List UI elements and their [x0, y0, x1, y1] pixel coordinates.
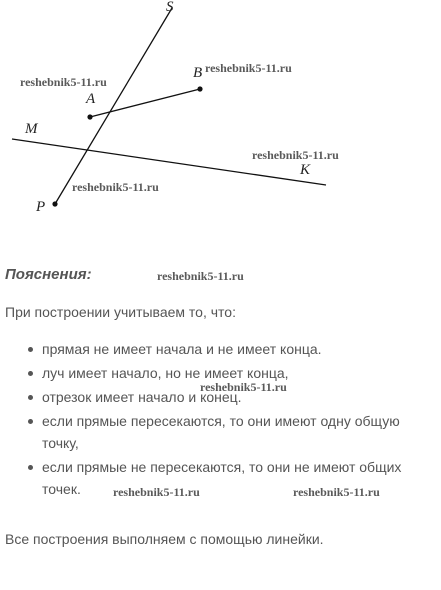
label-p: P — [36, 199, 46, 215]
watermark: reshebnik5-11.ru — [20, 75, 107, 89]
watermark: reshebnik5-11.ru — [157, 269, 244, 283]
bullet-icon — [28, 395, 33, 400]
list-item: если прямые пересекаются, то они имеют одну общую точку, — [28, 410, 428, 454]
list-item: прямая не имеет начала и не имеет конца. — [28, 338, 428, 360]
list-item: луч имеет начало, но не имеет конца, — [28, 362, 428, 384]
point-a — [87, 114, 92, 119]
label-s: S — [166, 0, 174, 15]
label-b: B — [193, 65, 203, 81]
point-b — [197, 86, 202, 91]
list-item: отрезок имеет начало и конец. — [28, 386, 428, 408]
watermark: reshebnik5-11.ru — [252, 148, 339, 162]
bullet-icon — [28, 465, 33, 470]
bullet-icon — [28, 419, 33, 424]
geometry-figure — [0, 0, 441, 225]
label-k: K — [300, 162, 311, 178]
watermark: reshebnik5-11.ru — [72, 180, 159, 194]
watermark: reshebnik5-11.ru — [113, 485, 200, 499]
label-a: A — [86, 91, 96, 107]
point-p — [52, 201, 57, 206]
watermark: reshebnik5-11.ru — [205, 61, 292, 75]
explanation-title: Пояснения: — [5, 266, 92, 283]
list-item: если прямые не пересекаются, то они не имеют общих точек. — [28, 456, 428, 500]
bullet-icon — [28, 371, 33, 376]
rules-list — [28, 338, 428, 502]
explanation-intro: При построении учитываем то, что: — [5, 304, 236, 320]
line-mk — [12, 139, 326, 185]
explanation-outro: Все построения выполняем с помощью линейки. — [5, 531, 324, 547]
segment-ab — [90, 89, 200, 117]
bullet-icon — [28, 347, 33, 352]
watermark: reshebnik5-11.ru — [293, 485, 380, 499]
ray-ps — [55, 8, 172, 204]
figure-drawing — [0, 0, 441, 225]
label-m: M — [25, 121, 38, 137]
watermark: reshebnik5-11.ru — [200, 380, 287, 394]
